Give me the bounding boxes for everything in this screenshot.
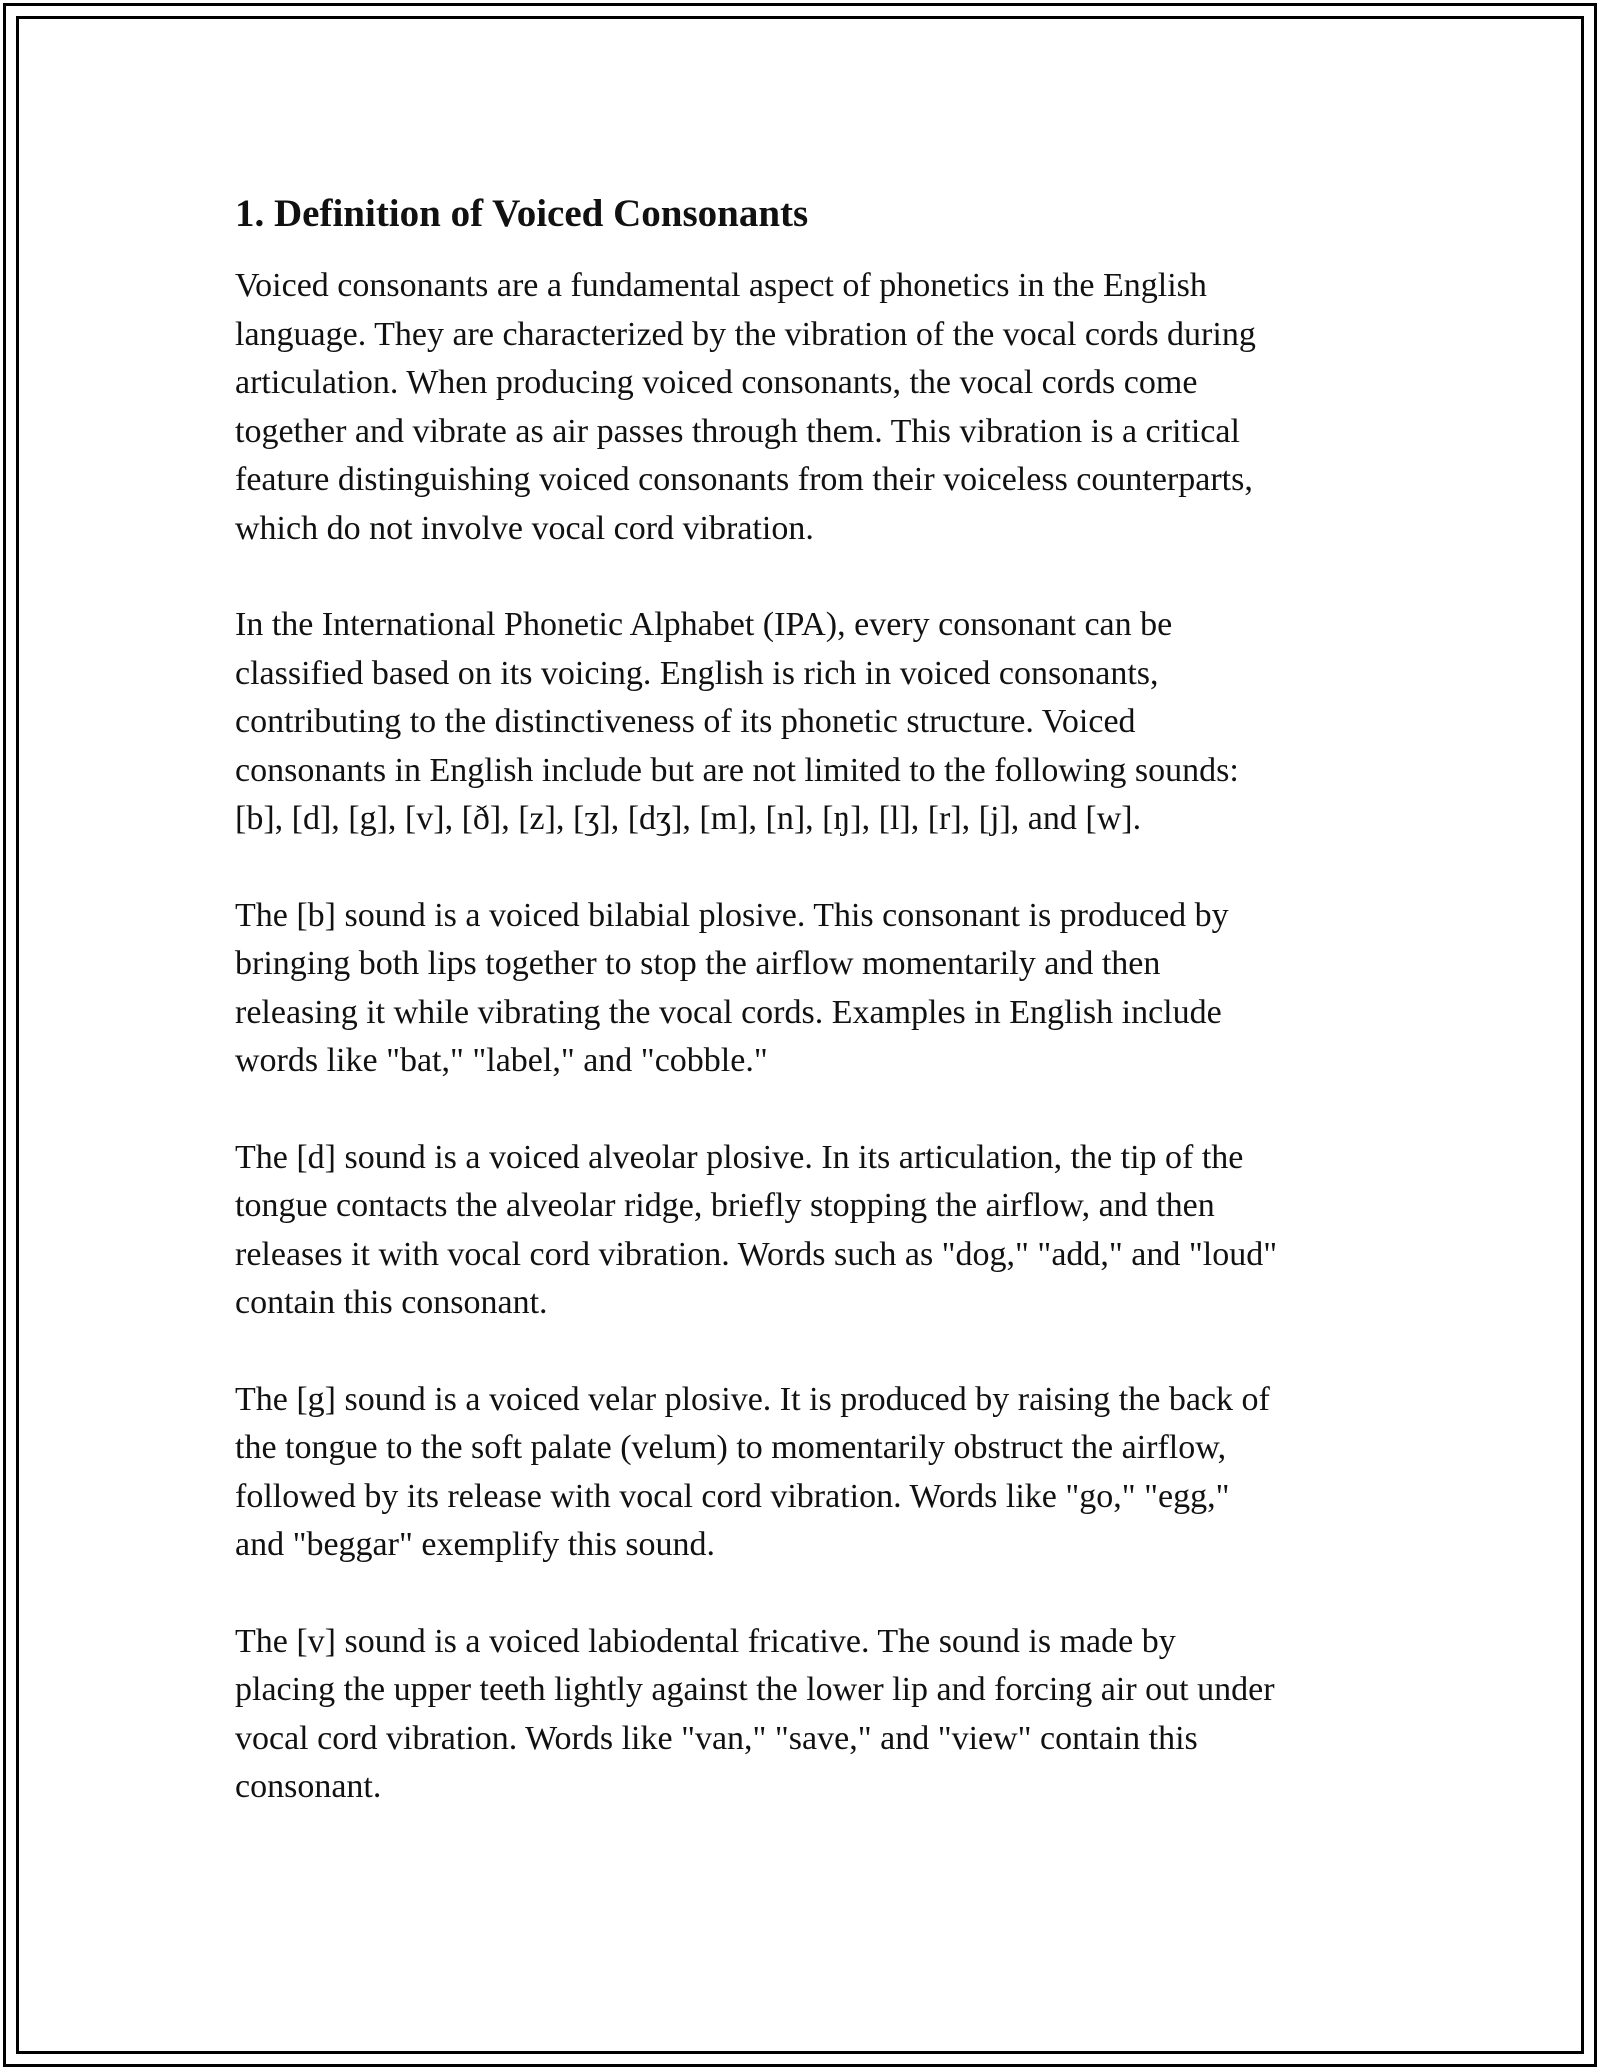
paragraph-ipa-classification: In the International Phonetic Alphabet (IPA), every consonant can be classified based on its voicing. English is rich in voiced consonants, contributing to the distinctiveness of its phonetic structure. Voiced consonants in English include but are not limited to the following sounds: [b], [d], [g], [v], [ð], [z], [ʒ], [dʒ], [m], [n], [ŋ], [l], [r], [j], and [w]. <box>235 606 1239 837</box>
paragraph-b-sound: The [b] sound is a voiced bilabial plosive. This consonant is produced by bringing both lips together to stop the airflow momentarily and then releasing it while vibrating the vocal cords. Examples in English include words like "bat," "label," and "cobble." <box>235 896 1229 1079</box>
paragraph-v-sound: The [v] sound is a voiced labiodental fricative. The sound is made by placing the upper teeth lightly against the lower lip and forcing air out under vocal cord vibration. Words like "van," "save," and "view" contain this consonant. <box>235 1622 1275 1805</box>
paragraph-voiced-definition: Voiced consonants are a fundamental aspect of phonetics in the English language. They are characterized by the vibration of the vocal cords during articulation. When producing voiced consonants, the vocal cords come together and vibrate as air passes through them. This vibration is a critical feature distinguishing voiced consonants from their voiceless counterparts, which do not involve vocal cord vibration. <box>235 267 1256 547</box>
document-body <box>235 188 1385 1860</box>
paragraph-g-sound: The [g] sound is a voiced velar plosive. It is produced by raising the back of the tongue to the soft palate (velum) to momentarily obstruct the airflow, followed by its release with vocal cord vibration. Words like "go," "egg," and "beggar" exemplify this sound. <box>235 1380 1270 1563</box>
section-heading: 1. Definition of Voiced Consonants <box>235 192 809 235</box>
paragraph-d-sound: The [d] sound is a voiced alveolar plosive. In its articulation, the tip of the tongue contacts the alveolar ridge, briefly stopping the airflow, and then releases it with vocal cord vibration. Words such as "dog," "add," and "loud" contain this consonant. <box>235 1138 1278 1321</box>
